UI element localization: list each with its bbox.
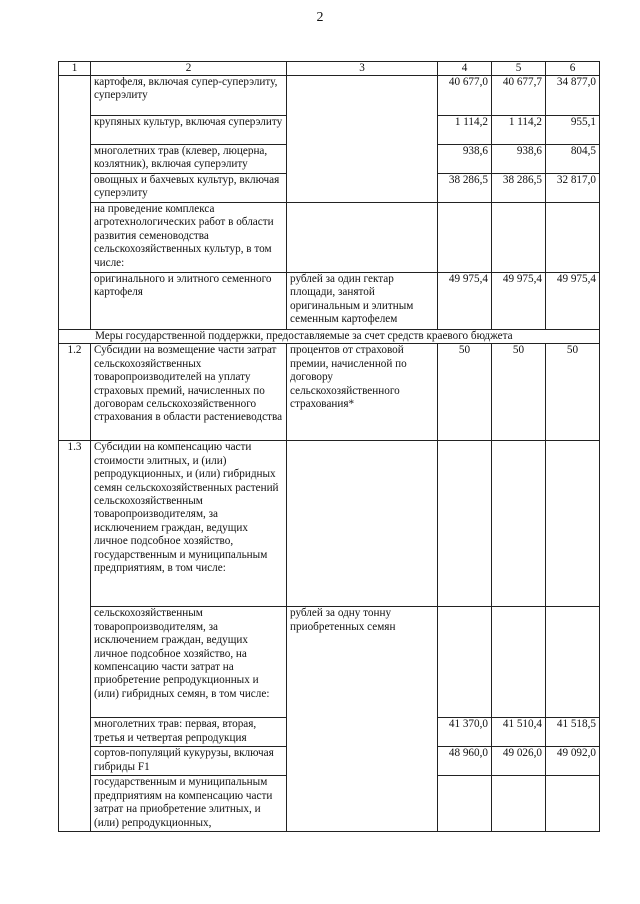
row-unit [287, 116, 438, 145]
value-col6: 34 877,0 [546, 76, 600, 116]
table-row [59, 344, 600, 441]
row-unit [287, 145, 438, 174]
value-col5 [492, 441, 546, 607]
section-heading: Меры государственной поддержки, предоставляемые за счет средств краевого бюджета [59, 330, 600, 344]
row-description: сельскохозяйственным товаропроизводителям, за исключением граждан, ведущих личное подсобное хозяйство, на компенсацию части затрат на приобретение репродукционных и (или) гибридных семян, в том числе: [91, 607, 287, 718]
row-number [59, 607, 91, 718]
value-col6: 41 518,5 [546, 718, 600, 747]
value-col5: 50 [492, 344, 546, 441]
value-col6: 32 817,0 [546, 174, 600, 203]
subsidy-rates-table [58, 61, 600, 832]
value-col6 [546, 607, 600, 718]
value-col5: 38 286,5 [492, 174, 546, 203]
value-col4 [438, 776, 492, 832]
value-col4 [438, 607, 492, 718]
row-unit [287, 174, 438, 203]
row-unit [287, 441, 438, 607]
header-cell: 5 [492, 62, 546, 76]
header-cell: 4 [438, 62, 492, 76]
value-col4: 48 960,0 [438, 747, 492, 776]
row-description: овощных и бахчевых культур, включая суперэлиту [91, 174, 287, 203]
row-description: многолетних трав (клевер, люцерна, козлятник), включая суперэлиту [91, 145, 287, 174]
row-description: Субсидии на возмещение части затрат сельскохозяйственных товаропроизводителей на уплату страховых премий, начисленных по договорам сельскохозяйственного страхования в области растениеводства [91, 344, 287, 441]
table-row [59, 76, 600, 116]
row-description: многолетних трав: первая, вторая, третья и четвертая репродукция [91, 718, 287, 747]
value-col4: 50 [438, 344, 492, 441]
row-number [59, 273, 91, 330]
table-header-row [59, 62, 600, 76]
row-unit: рублей за одну тонну приобретенных семян [287, 607, 438, 718]
value-col4: 40 677,0 [438, 76, 492, 116]
row-number [59, 116, 91, 145]
row-description: государственным и муниципальным предприятиям на компенсацию части затрат на приобретение элитных, и (или) репродукционных, [91, 776, 287, 832]
table-row [59, 607, 600, 718]
table-row [59, 776, 600, 832]
value-col6: 955,1 [546, 116, 600, 145]
header-cell: 2 [91, 62, 287, 76]
section-row [59, 330, 600, 344]
row-number [59, 718, 91, 747]
value-col6 [546, 776, 600, 832]
value-col5: 1 114,2 [492, 116, 546, 145]
value-col6: 49 092,0 [546, 747, 600, 776]
row-unit [287, 203, 438, 273]
value-col4: 938,6 [438, 145, 492, 174]
row-description: картофеля, включая супер-суперэлиту, суперэлиту [91, 76, 287, 116]
table-row [59, 203, 600, 273]
row-number [59, 747, 91, 776]
row-number [59, 145, 91, 174]
value-col5: 40 677,7 [492, 76, 546, 116]
header-cell: 1 [59, 62, 91, 76]
row-description: оригинального и элитного семенного картофеля [91, 273, 287, 330]
value-col5: 938,6 [492, 145, 546, 174]
row-description: на проведение комплекса агротехнологических работ в области развития семеноводства сельскохозяйственных культур, в том числе: [91, 203, 287, 273]
row-number: 1.2 [59, 344, 91, 441]
value-col4: 41 370,0 [438, 718, 492, 747]
value-col6: 804,5 [546, 145, 600, 174]
row-unit: рублей за один гектар площади, занятой оригинальным и элитным семенным картофелем [287, 273, 438, 330]
row-description: Субсидии на компенсацию части стоимости элитных, и (или) репродукционных, и (или) гибридных семян сельскохозяйственных растений сельскохозяйственным товаропроизводителям, за исключением граждан, ведущих личное подсобное хозяйство, государственным и муниципальным предприятиям, в том числе: [91, 441, 287, 607]
table-row [59, 273, 600, 330]
value-col4 [438, 441, 492, 607]
value-col5: 49 026,0 [492, 747, 546, 776]
row-unit [287, 76, 438, 116]
table-row [59, 174, 600, 203]
row-unit [287, 776, 438, 832]
table-row [59, 116, 600, 145]
value-col4: 38 286,5 [438, 174, 492, 203]
value-col6: 50 [546, 344, 600, 441]
value-col4 [438, 203, 492, 273]
value-col5 [492, 776, 546, 832]
row-number [59, 76, 91, 116]
value-col6: 49 975,4 [546, 273, 600, 330]
table-row [59, 441, 600, 607]
value-col4: 49 975,4 [438, 273, 492, 330]
row-description: сортов-популяций кукурузы, включая гибриды F1 [91, 747, 287, 776]
row-number [59, 174, 91, 203]
row-unit: процентов от страховой премии, начисленной по договору сельскохозяйственного страхования* [287, 344, 438, 441]
value-col5: 49 975,4 [492, 273, 546, 330]
row-unit [287, 747, 438, 776]
value-col5 [492, 203, 546, 273]
table-row [59, 145, 600, 174]
row-number [59, 203, 91, 273]
value-col5 [492, 607, 546, 718]
table-row [59, 747, 600, 776]
row-number: 1.3 [59, 441, 91, 607]
table-row [59, 718, 600, 747]
header-cell: 6 [546, 62, 600, 76]
value-col6 [546, 203, 600, 273]
value-col5: 41 510,4 [492, 718, 546, 747]
row-number [59, 776, 91, 832]
value-col6 [546, 441, 600, 607]
header-cell: 3 [287, 62, 438, 76]
row-description: крупяных культур, включая суперэлиту [91, 116, 287, 145]
page-number: 2 [316, 10, 324, 25]
row-unit [287, 718, 438, 747]
value-col4: 1 114,2 [438, 116, 492, 145]
